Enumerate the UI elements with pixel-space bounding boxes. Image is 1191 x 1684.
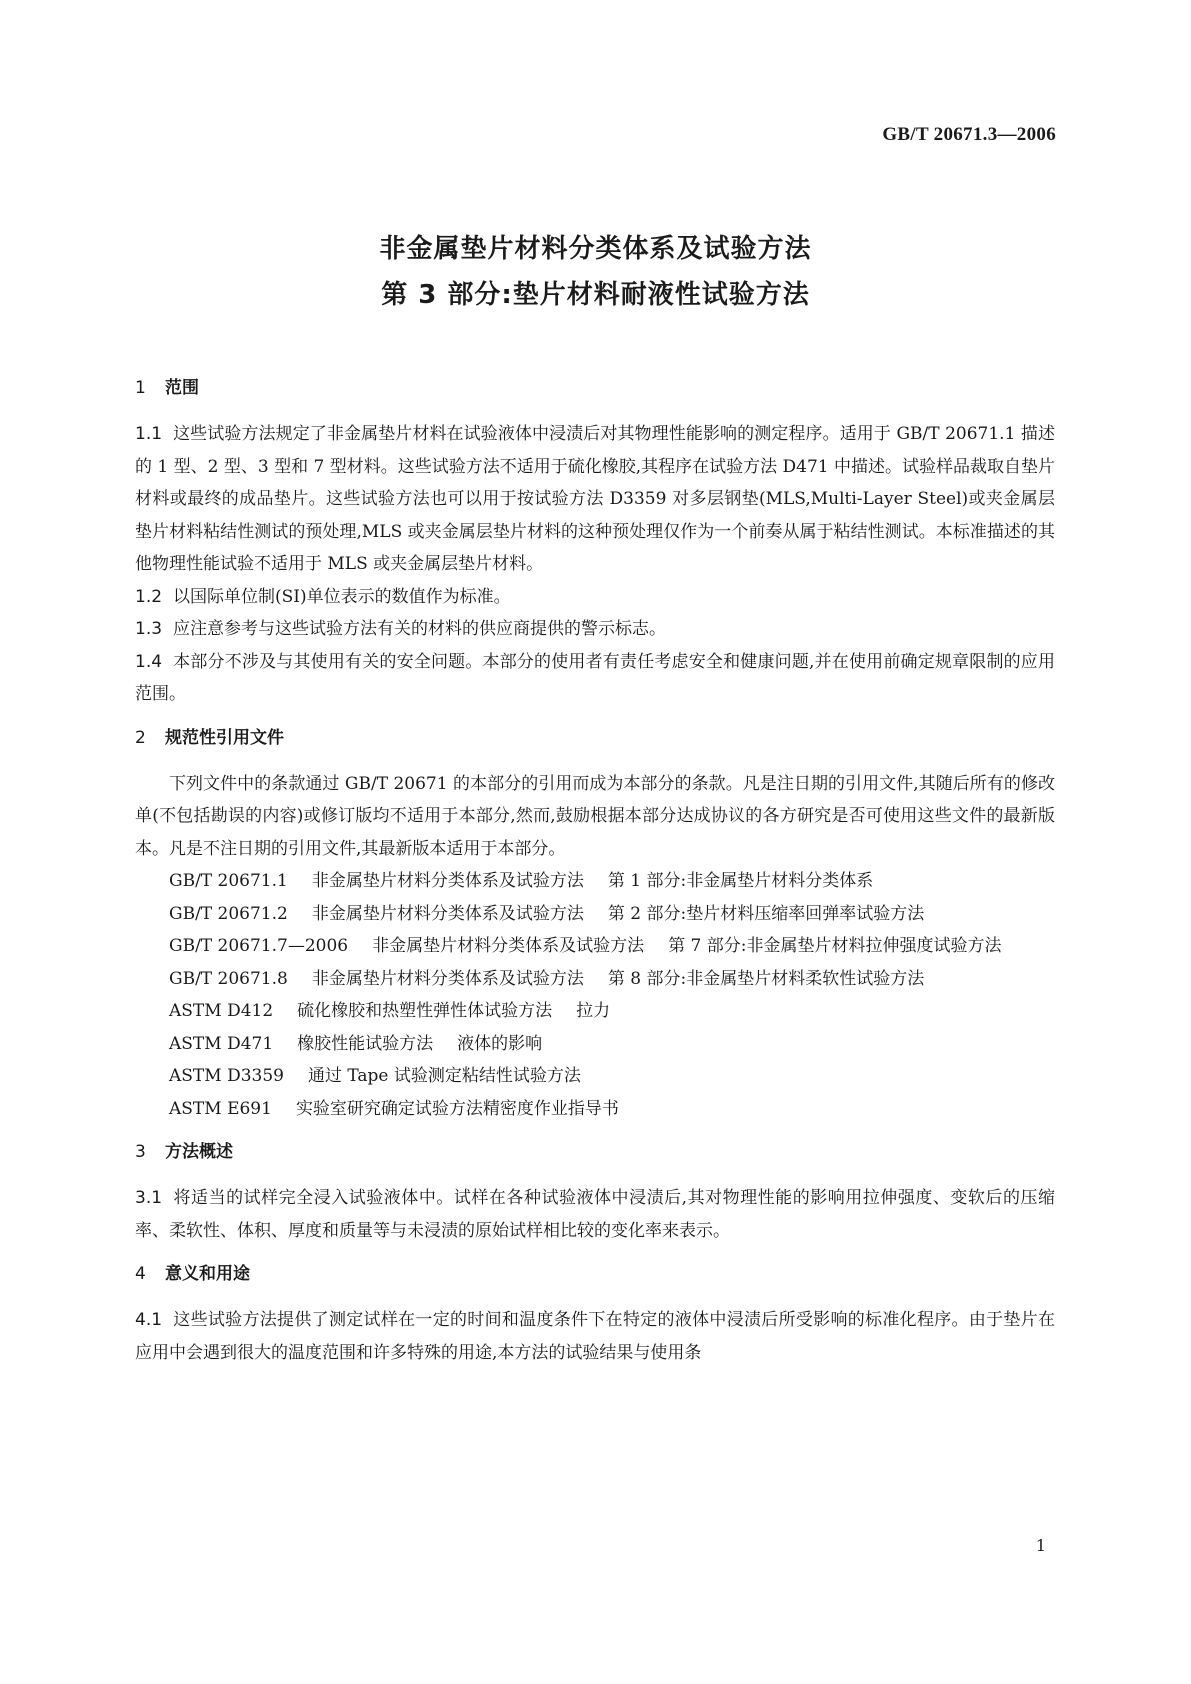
clause (135, 581, 1055, 614)
reference-item (135, 1060, 1055, 1093)
clause (135, 1182, 1055, 1247)
reference-series: 非金属垫片材料分类体系及试验方法 (311, 968, 584, 989)
reference-series: 非金属垫片材料分类体系及试验方法 (372, 936, 645, 956)
section-number: 4 (135, 1264, 146, 1284)
standard-number: GB/T 20671.3—2006 (882, 124, 1056, 145)
clause (135, 646, 1055, 711)
section-number: 2 (135, 727, 146, 748)
clause (135, 418, 1055, 581)
reference-item (135, 963, 1055, 996)
reference-code: ASTM D471 (169, 1033, 274, 1054)
section-number: 3 (135, 1142, 146, 1162)
reference-item (135, 898, 1055, 931)
clause-text: 这些试验方法规定了非金属垫片材料在试验液体中浸渍后对其物理性能影响的测定程序。适用于 GB/T 20671.1 描述的 1 型、2 型、3 型和 7 型材料。这些试验方法不适用于硫化橡胶,其程序在试验方法 D471 中描述。试验样品裁取自垫片材料或最终的成品垫片。这些试验方法也可以用于按试验方法 D3359 对多层钢垫(MLS,Multi-Layer Steel)或夹金属层垫片材料粘结性测试的预处理,MLS 或夹金属层垫片材料的这种预处理仅作为一个前奏从属于粘结性测试。本标准描述的其他物理性能试验不适用于 MLS 或夹金属层垫片材料。 (135, 424, 1055, 574)
reference-code: ASTM E691 (169, 1098, 272, 1119)
paragraph: 下列文件中的条款通过 GB/T 20671 的本部分的引用而成为本部分的条款。凡是注日期的引用文件,其随后所有的修改单(不包括勘误的内容)或修订版均不适用于本部分,然而,鼓励根据本部分达成协议的各方研究是否可使用这些文件的最新版本。凡是不注日期的引用文件,其最新版本适用于本部分。 (135, 773, 1055, 859)
section-title: 规范性引用文件 (165, 727, 284, 748)
reference-code: GB/T 20671.2 (169, 903, 288, 924)
document-title (0, 226, 1191, 318)
reference-series: 实验室研究确定试验方法精密度作业指导书 (295, 1098, 619, 1119)
reference-part: 液体的影响 (457, 1033, 543, 1054)
reference-item (135, 995, 1055, 1028)
reference-code: GB/T 20671.1 (169, 871, 288, 891)
title-line-2: 第 3 部分:垫片材料耐液性试验方法 (381, 280, 810, 310)
clause-text: 将适当的试样完全浸入试验液体中。试样在各种试验液体中浸渍后,其对物理性能的影响用拉伸强度、变软后的压缩率、柔软性、体积、厚度和质量等与未浸渍的原始试样相比较的变化率来表示。 (135, 1188, 1055, 1241)
section-heading (135, 1136, 1055, 1168)
page-number: 1 (1035, 1536, 1046, 1555)
clause-text: 这些试验方法提供了测定试样在一定的时间和温度条件下在特定的液体中浸渍后所受影响的标准化程序。由于垫片在应用中会遇到很大的温度范围和许多特殊的用途,本方法的试验结果与使用条 (135, 1310, 1055, 1363)
reference-item (135, 1028, 1055, 1061)
clause-number: 1.2 (135, 586, 163, 607)
reference-part: 拉力 (576, 1001, 611, 1021)
reference-item (135, 930, 1055, 963)
reference-series: 通过 Tape 试验测定粘结性试验方法 (307, 1066, 581, 1086)
reference-item (135, 1093, 1055, 1126)
reference-series: 硫化橡胶和热塑性弹性体试验方法 (297, 1001, 553, 1021)
clause (135, 1304, 1055, 1369)
section-title: 方法概述 (165, 1142, 233, 1162)
section-title: 范围 (165, 378, 199, 398)
title-line-1: 非金属垫片材料分类体系及试验方法 (379, 234, 812, 264)
reference-series: 非金属垫片材料分类体系及试验方法 (311, 903, 584, 924)
reference-part: 第 8 部分:非金属垫片材料柔软性试验方法 (607, 968, 925, 989)
reference-code: ASTM D3359 (169, 1066, 284, 1086)
reference-part: 第 1 部分:非金属垫片材料分类体系 (607, 871, 874, 891)
reference-code: GB/T 20671.7—2006 (169, 936, 349, 956)
reference-code: ASTM D412 (169, 1001, 274, 1021)
clause-number: 4.1 (135, 1310, 163, 1330)
clause-number: 1.3 (135, 619, 163, 639)
clause-number: 1.4 (135, 651, 163, 672)
section-heading (135, 722, 1055, 754)
clause-text: 本部分不涉及与其使用有关的安全问题。本部分的使用者有责任考虑安全和健康问题,并在使用前确定规章限制的应用范围。 (135, 651, 1055, 704)
clause-number: 3.1 (135, 1188, 163, 1208)
section-number: 1 (135, 378, 146, 398)
document-body (135, 372, 1055, 1369)
reference-part: 第 2 部分:垫片材料压缩率回弹率试验方法 (607, 903, 925, 924)
clause-text: 应注意参考与这些试验方法有关的材料的供应商提供的警示标志。 (173, 619, 666, 639)
clause-number: 1.1 (135, 424, 163, 444)
reference-part: 第 7 部分:非金属垫片材料拉伸强度试验方法 (668, 936, 1002, 956)
reference-code: GB/T 20671.8 (169, 968, 288, 989)
clause (135, 613, 1055, 646)
section-heading (135, 372, 1055, 404)
section-title: 意义和用途 (165, 1264, 250, 1284)
reference-series: 非金属垫片材料分类体系及试验方法 (311, 871, 584, 891)
section-heading (135, 1258, 1055, 1290)
reference-series: 橡胶性能试验方法 (297, 1033, 434, 1054)
clause-text: 以国际单位制(SI)单位表示的数值作为标准。 (173, 586, 511, 607)
reference-item (135, 865, 1055, 898)
